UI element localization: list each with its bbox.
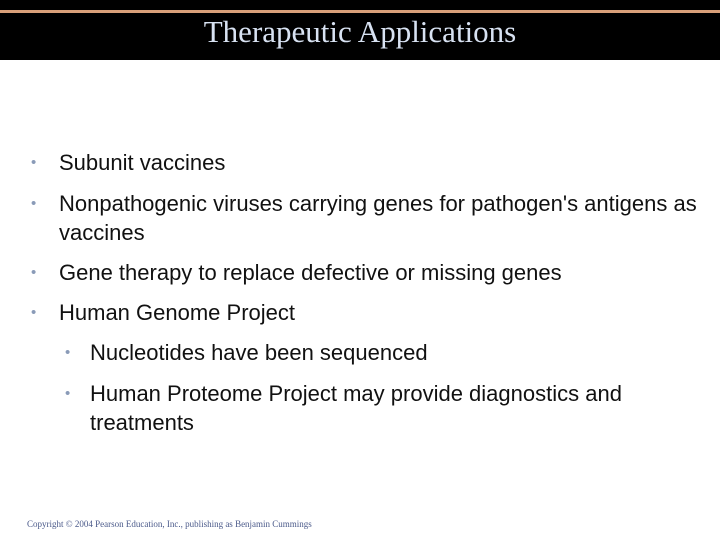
bullet-item	[31, 258, 699, 287]
bullet-item	[31, 148, 699, 177]
bullet-text: Nucleotides have been sequenced	[90, 340, 428, 365]
copyright-footer: Copyright © 2004 Pearson Education, Inc., publishing as Benjamin Cummings	[27, 519, 312, 529]
sub-bullet-item	[65, 338, 700, 367]
bullet-text: Gene therapy to replace defective or missing genes	[59, 260, 562, 285]
bullet-text: Human Genome Project	[59, 300, 295, 325]
bullet-text: Nonpathogenic viruses carrying genes for pathogen's antigens as vaccines	[59, 191, 697, 245]
slide-title: Therapeutic Applications	[203, 14, 517, 49]
bullet-marker: •	[31, 195, 37, 212]
bullet-marker: •	[31, 154, 37, 171]
bullet-text: Subunit vaccines	[59, 150, 226, 175]
bullet-text: Human Proteome Project may provide diagnostics and treatments	[90, 381, 622, 435]
bullet-marker: •	[31, 264, 37, 281]
bullet-item	[31, 189, 699, 247]
bullet-marker: •	[65, 344, 71, 361]
bullet-marker: •	[31, 304, 37, 321]
bullet-item	[31, 298, 699, 327]
bullet-marker: •	[65, 385, 71, 402]
sub-bullet-item	[65, 379, 700, 437]
